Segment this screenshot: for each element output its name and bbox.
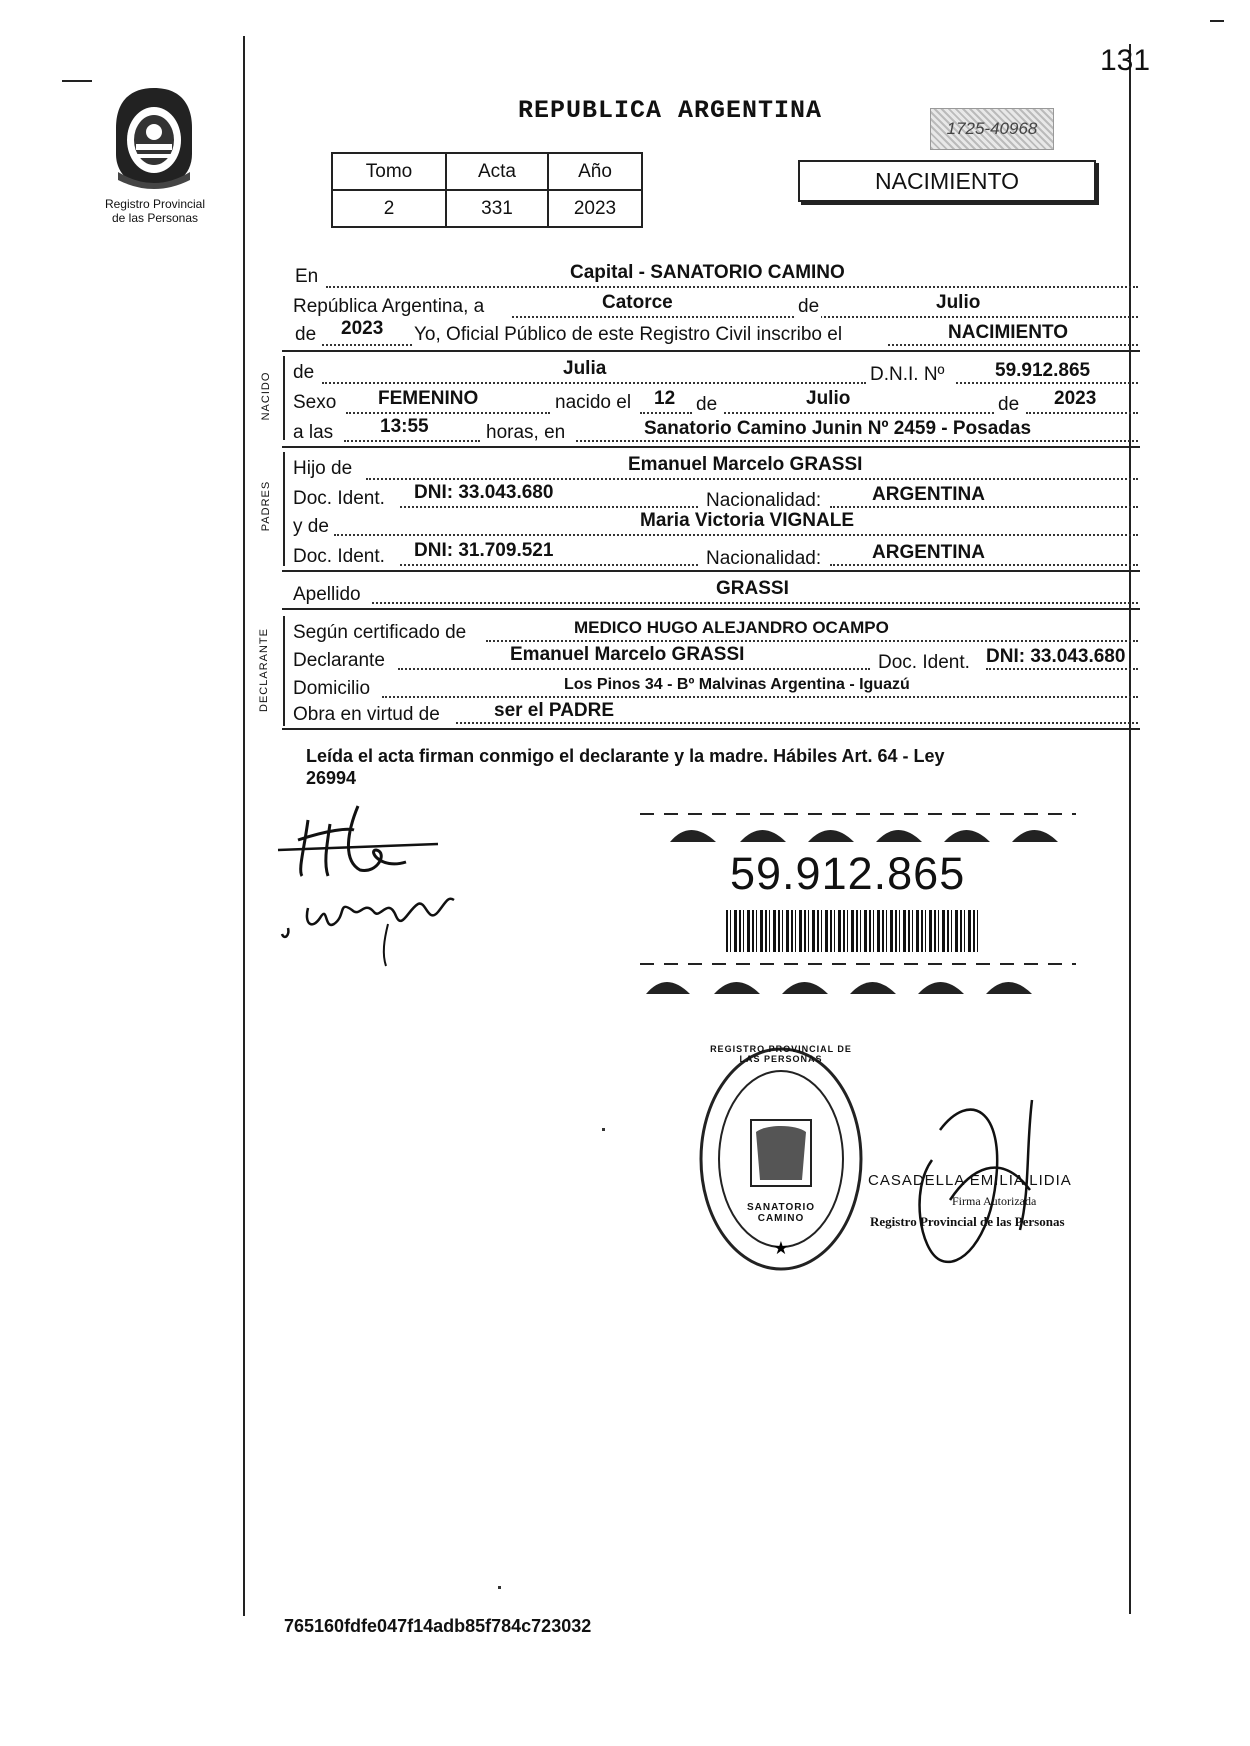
declarant-signature — [268, 800, 488, 970]
nacido-side-label: NACIDO — [260, 371, 272, 421]
child-dni-value: 59.912.865 — [995, 360, 1091, 381]
mother-nat-label: Nacionalidad: — [706, 548, 822, 569]
mother-doc-label: Doc. Ident. — [293, 546, 385, 567]
registry-table — [331, 152, 643, 228]
domicilio-value: Los Pinos 34 - Bº Malvinas Argentina - Iguazú — [564, 676, 910, 693]
closing-line-2: 26994 — [306, 768, 357, 788]
dots-father-nat — [830, 506, 1138, 508]
de-label-2: de — [295, 324, 317, 345]
mother-doc-value: DNI: 31.709.521 — [414, 540, 554, 561]
registered-type-value: NACIMIENTO — [948, 322, 1068, 343]
apellido-value: GRASSI — [716, 578, 789, 599]
dots-dni — [956, 382, 1138, 384]
nacido-de-label: de — [293, 362, 315, 383]
closing-line-1: Leída el acta firman conmigo el declarante y la madre. Hábiles Art. 64 - Ley — [306, 746, 945, 766]
domicilio-label: Domicilio — [293, 678, 371, 699]
dots-registered — [888, 344, 1138, 346]
nacido-de-label-3: de — [998, 394, 1020, 415]
section-rule-2 — [282, 446, 1140, 448]
svg-text:★: ★ — [772, 1238, 790, 1259]
logo-caption-line1: Registro Provincial — [104, 197, 206, 211]
tomo-value: 2 — [332, 190, 446, 227]
declarante-doc-value: DNI: 33.043.680 — [986, 646, 1126, 667]
dots-domicilio — [382, 696, 1138, 698]
acta-value: 331 — [446, 190, 548, 227]
decorative-band-top — [640, 808, 1076, 844]
father-nat-value: ARGENTINA — [872, 484, 985, 505]
scan-speck-1 — [602, 1128, 605, 1131]
nacido-bracket — [283, 356, 285, 440]
dots-mother — [334, 534, 1138, 536]
dni-label: D.N.I. Nº — [870, 364, 945, 385]
official-oval-seal — [696, 1044, 866, 1274]
sexo-value: FEMENINO — [378, 388, 479, 409]
obra-value: ser el PADRE — [494, 700, 615, 721]
seal-ring-text: REGISTRO PROVINCIAL DE LAS PERSONAS — [710, 1044, 852, 1064]
dots-father-doc — [400, 506, 698, 508]
dots-cert — [486, 640, 1138, 642]
official-role: Firma Autorizada — [952, 1194, 1037, 1208]
page-number: 131 — [1100, 44, 1151, 77]
dots-month — [724, 412, 994, 414]
corner-mark-left — [62, 80, 92, 82]
corner-mark-right — [1210, 20, 1224, 22]
dots-mother-nat — [830, 564, 1138, 566]
mother-name-value: Maria Victoria VIGNALE — [640, 510, 854, 531]
anio-value: 2023 — [548, 190, 642, 227]
dots-birthplace — [576, 440, 1138, 442]
declarante-doc-label: Doc. Ident. — [878, 652, 970, 673]
barcode-number: 59.912.865 — [730, 848, 966, 899]
declarante-label: Declarante — [293, 650, 385, 671]
doc-type-label: NACIMIENTO — [875, 168, 1019, 194]
hijo-de-label: Hijo de — [293, 458, 353, 479]
birth-day-value: 12 — [654, 388, 676, 409]
footer-hash: 765160fdfe047f14adb85f784c723032 — [284, 1616, 592, 1636]
nacido-el-label: nacido el — [555, 392, 632, 413]
nacido-de-label-2: de — [696, 394, 718, 415]
scan-speck-2 — [498, 1586, 501, 1589]
section-rule-4 — [282, 608, 1140, 610]
left-margin-line — [243, 36, 245, 1616]
dots-sexo — [346, 412, 550, 414]
dots-en — [326, 286, 1138, 288]
dots-time — [344, 440, 480, 442]
birth-month-value: Julio — [806, 388, 851, 409]
dots-day — [640, 412, 692, 414]
logo-caption-line2: de las Personas — [111, 211, 199, 225]
year-value: 2023 — [341, 318, 384, 339]
father-nat-label: Nacionalidad: — [706, 490, 822, 511]
dots-declarante — [398, 668, 870, 670]
mother-nat-value: ARGENTINA — [872, 542, 985, 563]
en-label: En — [295, 266, 319, 287]
birth-place-value: Sanatorio Camino Junin Nº 2459 - Posadas — [644, 418, 1032, 439]
official-org: Registro Provincial de las Personas — [870, 1214, 1065, 1229]
father-doc-label: Doc. Ident. — [293, 488, 385, 509]
dots-obra — [456, 722, 1138, 724]
stamp-number — [930, 108, 1054, 150]
birth-time-value: 13:55 — [380, 416, 429, 437]
country-title: REPUBLICA ARGENTINA — [518, 96, 823, 125]
declarante-bracket — [283, 616, 285, 726]
birth-year-value: 2023 — [1054, 388, 1097, 409]
dots-name — [322, 382, 866, 384]
padres-side-label: PADRES — [260, 480, 272, 532]
y-de-label: y de — [293, 516, 329, 537]
cert-value: MEDICO HUGO ALEJANDRO OCAMPO — [574, 618, 889, 637]
seal-inner-text: SANATORIO CAMINO — [746, 1202, 816, 1224]
republic-label: República Argentina, a — [293, 296, 485, 317]
day-words-value: Catorce — [602, 292, 673, 313]
dots-year-2 — [1026, 412, 1138, 414]
official-name: CASADELLA EMILIA LIDIA — [868, 1172, 1072, 1189]
section-rule-1 — [282, 350, 1140, 352]
right-margin-line — [1129, 44, 1131, 1614]
month-value: Julio — [936, 292, 981, 313]
father-doc-value: DNI: 33.043.680 — [414, 482, 554, 503]
doc-type-box — [798, 160, 1096, 202]
declarante-side-label: DECLARANTE — [258, 628, 270, 712]
padres-bracket — [283, 452, 285, 566]
province-seal-logo — [104, 84, 204, 192]
barcode — [726, 910, 980, 952]
dots-republic — [512, 316, 1138, 318]
stamp-number-text: 1725-40968 — [946, 119, 1038, 138]
de-label-1: de — [798, 296, 820, 317]
apellido-label: Apellido — [293, 584, 361, 605]
declarante-value: Emanuel Marcelo GRASSI — [510, 644, 745, 665]
section-rule-3 — [282, 570, 1140, 572]
dots-mother-doc — [400, 564, 698, 566]
acta-header: Acta — [446, 153, 548, 190]
dots-apellido — [372, 602, 1138, 604]
dots-father — [366, 478, 1138, 480]
horas-label: horas, en — [486, 422, 566, 443]
official-text: Yo, Oficial Público de este Registro Civil inscribo el — [414, 324, 843, 345]
anio-header: Año — [548, 153, 642, 190]
place-value: Capital - SANATORIO CAMINO — [570, 262, 845, 283]
cert-label: Según certificado de — [293, 622, 467, 643]
child-name-value: Julia — [563, 358, 607, 379]
section-rule-5 — [282, 728, 1140, 730]
obra-label: Obra en virtud de — [293, 704, 440, 725]
sexo-label: Sexo — [293, 392, 337, 413]
a-las-label: a las — [293, 422, 334, 443]
tomo-header: Tomo — [332, 153, 446, 190]
dots-declarante-doc — [986, 668, 1138, 670]
dots-year — [322, 344, 412, 346]
decorative-band-bottom — [640, 958, 1076, 996]
father-name-value: Emanuel Marcelo GRASSI — [628, 454, 863, 475]
